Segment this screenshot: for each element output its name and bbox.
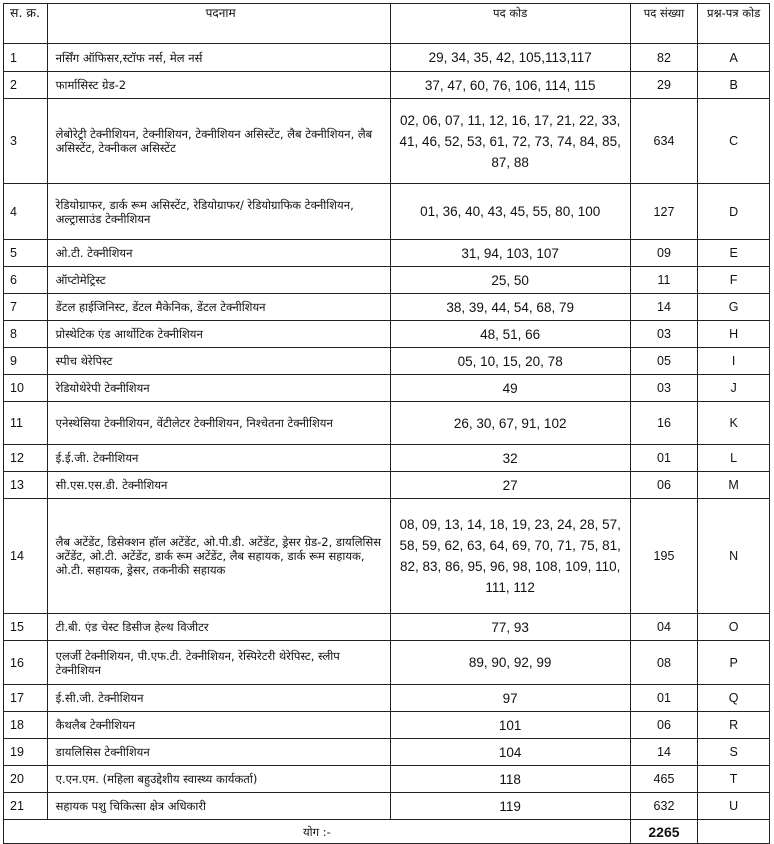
row-qp-code: R [698, 712, 770, 739]
row-qp-code: G [698, 294, 770, 321]
total-label: योग :- [4, 820, 631, 844]
table-row [4, 712, 770, 739]
total-value: 2265 [630, 820, 698, 844]
table-row [4, 641, 770, 685]
row-post-count: 14 [630, 294, 698, 321]
table-row [4, 184, 770, 240]
row-qp-code: N [698, 499, 770, 614]
row-post-codes: 48, 51, 66 [390, 321, 630, 348]
row-post-codes: 101 [390, 712, 630, 739]
row-post-codes: 89, 90, 92, 99 [390, 641, 630, 685]
row-sno: 13 [4, 472, 48, 499]
row-qp-code: U [698, 793, 770, 820]
row-post-count: 82 [630, 44, 698, 72]
row-post-name: ई.ई.जी. टेक्नीशियन [47, 445, 390, 472]
row-post-codes: 25, 50 [390, 267, 630, 294]
row-post-codes: 29, 34, 35, 42, 105,113,117 [390, 44, 630, 72]
row-post-count: 127 [630, 184, 698, 240]
row-sno: 20 [4, 766, 48, 793]
row-post-name: डायलिसिस टेक्नीशियन [47, 739, 390, 766]
row-sno: 7 [4, 294, 48, 321]
row-post-name: ई.सी.जी. टेक्नीशियन [47, 685, 390, 712]
row-post-name: सी.एस.एस.डी. टेक्नीशियन [47, 472, 390, 499]
posts-table [3, 3, 770, 844]
table-row [4, 766, 770, 793]
row-qp-code: L [698, 445, 770, 472]
header-sno: स. क्र. [4, 4, 48, 44]
row-post-count: 09 [630, 240, 698, 267]
row-post-count: 14 [630, 739, 698, 766]
row-post-codes: 31, 94, 103, 107 [390, 240, 630, 267]
table-row [4, 472, 770, 499]
row-post-count: 465 [630, 766, 698, 793]
table-row [4, 445, 770, 472]
row-post-codes: 97 [390, 685, 630, 712]
row-post-codes: 37, 47, 60, 76, 106, 114, 115 [390, 72, 630, 99]
row-post-codes: 05, 10, 15, 20, 78 [390, 348, 630, 375]
row-sno: 4 [4, 184, 48, 240]
row-post-codes: 119 [390, 793, 630, 820]
table-row [4, 72, 770, 99]
row-post-name: प्रोस्थेटिक एंड आर्थोटिक टेक्नीशियन [47, 321, 390, 348]
row-post-name: फार्मासिस्ट ग्रेड-2 [47, 72, 390, 99]
row-post-codes: 27 [390, 472, 630, 499]
row-sno: 15 [4, 614, 48, 641]
table-row [4, 402, 770, 445]
row-post-count: 06 [630, 472, 698, 499]
row-post-name: ए.एन.एम. (महिला बहुउद्देशीय स्वास्थ्य कार्यकर्ता) [47, 766, 390, 793]
row-sno: 2 [4, 72, 48, 99]
row-post-count: 01 [630, 685, 698, 712]
row-post-count: 632 [630, 793, 698, 820]
row-sno: 3 [4, 99, 48, 184]
table-row [4, 321, 770, 348]
table-row [4, 375, 770, 402]
row-post-name: नर्सिंग ऑफिसर,स्टॉफ नर्स, मेल नर्स [47, 44, 390, 72]
row-post-name: डेंटल हाईजिनिस्ट, डेंटल मैकेनिक, डेंटल टेक्नीशियन [47, 294, 390, 321]
row-post-count: 01 [630, 445, 698, 472]
row-post-name: रेडियोग्राफर, डार्क रूम असिस्टेंट, रेडियोग्राफर/ रेडियोग्राफिक टेक्नीशियन, अल्ट्रासाउंड टेक्नीशियन [47, 184, 390, 240]
table-row [4, 499, 770, 614]
row-post-count: 16 [630, 402, 698, 445]
table-row [4, 793, 770, 820]
row-qp-code: F [698, 267, 770, 294]
row-post-name: टी.बी. एंड चेस्ट डिसीज हेल्थ विजीटर [47, 614, 390, 641]
row-post-count: 03 [630, 375, 698, 402]
table-body [4, 44, 770, 820]
table-row [4, 614, 770, 641]
row-post-count: 03 [630, 321, 698, 348]
row-post-name: एलर्जी टेक्नीशियन, पी.एफ.टी. टेक्नीशियन, रेस्पिरेटरी थेरेपिस्ट, स्लीप टेक्नीशियन [47, 641, 390, 685]
row-post-name: सहायक पशु चिकित्सा क्षेत्र अधिकारी [47, 793, 390, 820]
header-qp-code: प्रश्न-पत्र कोड [698, 4, 770, 44]
row-post-count: 04 [630, 614, 698, 641]
row-sno: 11 [4, 402, 48, 445]
row-post-count: 05 [630, 348, 698, 375]
row-sno: 18 [4, 712, 48, 739]
row-post-count: 11 [630, 267, 698, 294]
table-row [4, 99, 770, 184]
row-qp-code: O [698, 614, 770, 641]
row-qp-code: A [698, 44, 770, 72]
row-post-count: 195 [630, 499, 698, 614]
row-qp-code: J [698, 375, 770, 402]
row-sno: 8 [4, 321, 48, 348]
table-row [4, 294, 770, 321]
row-post-name: रेडियोथेरेपी टेक्नीशियन [47, 375, 390, 402]
row-post-codes: 08, 09, 13, 14, 18, 19, 23, 24, 28, 57, 58, 59, 62, 63, 64, 69, 70, 71, 75, 81, 82, 83, 86, 95, 96, 98, 108, 109, 110, 111, 112 [390, 499, 630, 614]
row-qp-code: Q [698, 685, 770, 712]
row-qp-code: P [698, 641, 770, 685]
header-row [4, 4, 770, 44]
row-post-name: ओ.टी. टेक्नीशियन [47, 240, 390, 267]
row-post-count: 634 [630, 99, 698, 184]
row-post-name: ऑप्टोमेट्रिस्ट [47, 267, 390, 294]
row-sno: 10 [4, 375, 48, 402]
row-post-name: लैब अटेंडेंट, डिसेक्शन हॉल अटेंडेंट, ओ.पी.डी. अटेंडेंट, ड्रेसर ग्रेड-2, डायलिसिस अटेंडेंट, ओ.टी. अटेंडेंट, डार्क रूम अटेंडेंट, लैब सहायक, डार्क रूम सहायक, ओ.टी. सहायक, ड्रेसर, तकनीकी सहायक [47, 499, 390, 614]
row-sno: 5 [4, 240, 48, 267]
row-sno: 17 [4, 685, 48, 712]
row-qp-code: K [698, 402, 770, 445]
row-sno: 14 [4, 499, 48, 614]
row-qp-code: C [698, 99, 770, 184]
table-row [4, 267, 770, 294]
row-post-count: 29 [630, 72, 698, 99]
row-post-name: एनेस्थेसिया टेक्नीशियन, वेंटीलेटर टेक्नीशियन, निश्चेतना टेक्नीशियन [47, 402, 390, 445]
row-post-codes: 49 [390, 375, 630, 402]
row-qp-code: T [698, 766, 770, 793]
row-post-codes: 32 [390, 445, 630, 472]
row-qp-code: I [698, 348, 770, 375]
row-post-count: 08 [630, 641, 698, 685]
row-post-name: कैथलैब टेक्नीशियन [47, 712, 390, 739]
row-post-codes: 02, 06, 07, 11, 12, 16, 17, 21, 22, 33, 41, 46, 52, 53, 61, 72, 73, 74, 84, 85, 87, 88 [390, 99, 630, 184]
row-sno: 9 [4, 348, 48, 375]
row-sno: 16 [4, 641, 48, 685]
table-row [4, 44, 770, 72]
row-sno: 6 [4, 267, 48, 294]
row-post-name: स्पीच थेरेपिस्ट [47, 348, 390, 375]
table-row [4, 739, 770, 766]
row-sno: 19 [4, 739, 48, 766]
header-post-name: पदनाम [47, 4, 390, 44]
table-row [4, 685, 770, 712]
row-post-codes: 104 [390, 739, 630, 766]
table-row [4, 348, 770, 375]
row-qp-code: E [698, 240, 770, 267]
row-post-count: 06 [630, 712, 698, 739]
row-qp-code: D [698, 184, 770, 240]
row-sno: 12 [4, 445, 48, 472]
row-qp-code: B [698, 72, 770, 99]
header-count: पद संख्या [630, 4, 698, 44]
row-sno: 1 [4, 44, 48, 72]
row-post-codes: 118 [390, 766, 630, 793]
row-post-name: लेबोरेट्री टेक्नीशियन, टेक्नीशियन, टेक्नीशियन असिस्टेंट, लैब टेक्नीशियन, लैब असिस्टेंट, टेक्नीकल असिस्टेंट [47, 99, 390, 184]
row-qp-code: S [698, 739, 770, 766]
row-post-codes: 77, 93 [390, 614, 630, 641]
row-post-codes: 26, 30, 67, 91, 102 [390, 402, 630, 445]
row-sno: 21 [4, 793, 48, 820]
row-post-codes: 38, 39, 44, 54, 68, 79 [390, 294, 630, 321]
table-row [4, 240, 770, 267]
header-post-code: पद कोड [390, 4, 630, 44]
row-qp-code: H [698, 321, 770, 348]
row-post-codes: 01, 36, 40, 43, 45, 55, 80, 100 [390, 184, 630, 240]
row-qp-code: M [698, 472, 770, 499]
